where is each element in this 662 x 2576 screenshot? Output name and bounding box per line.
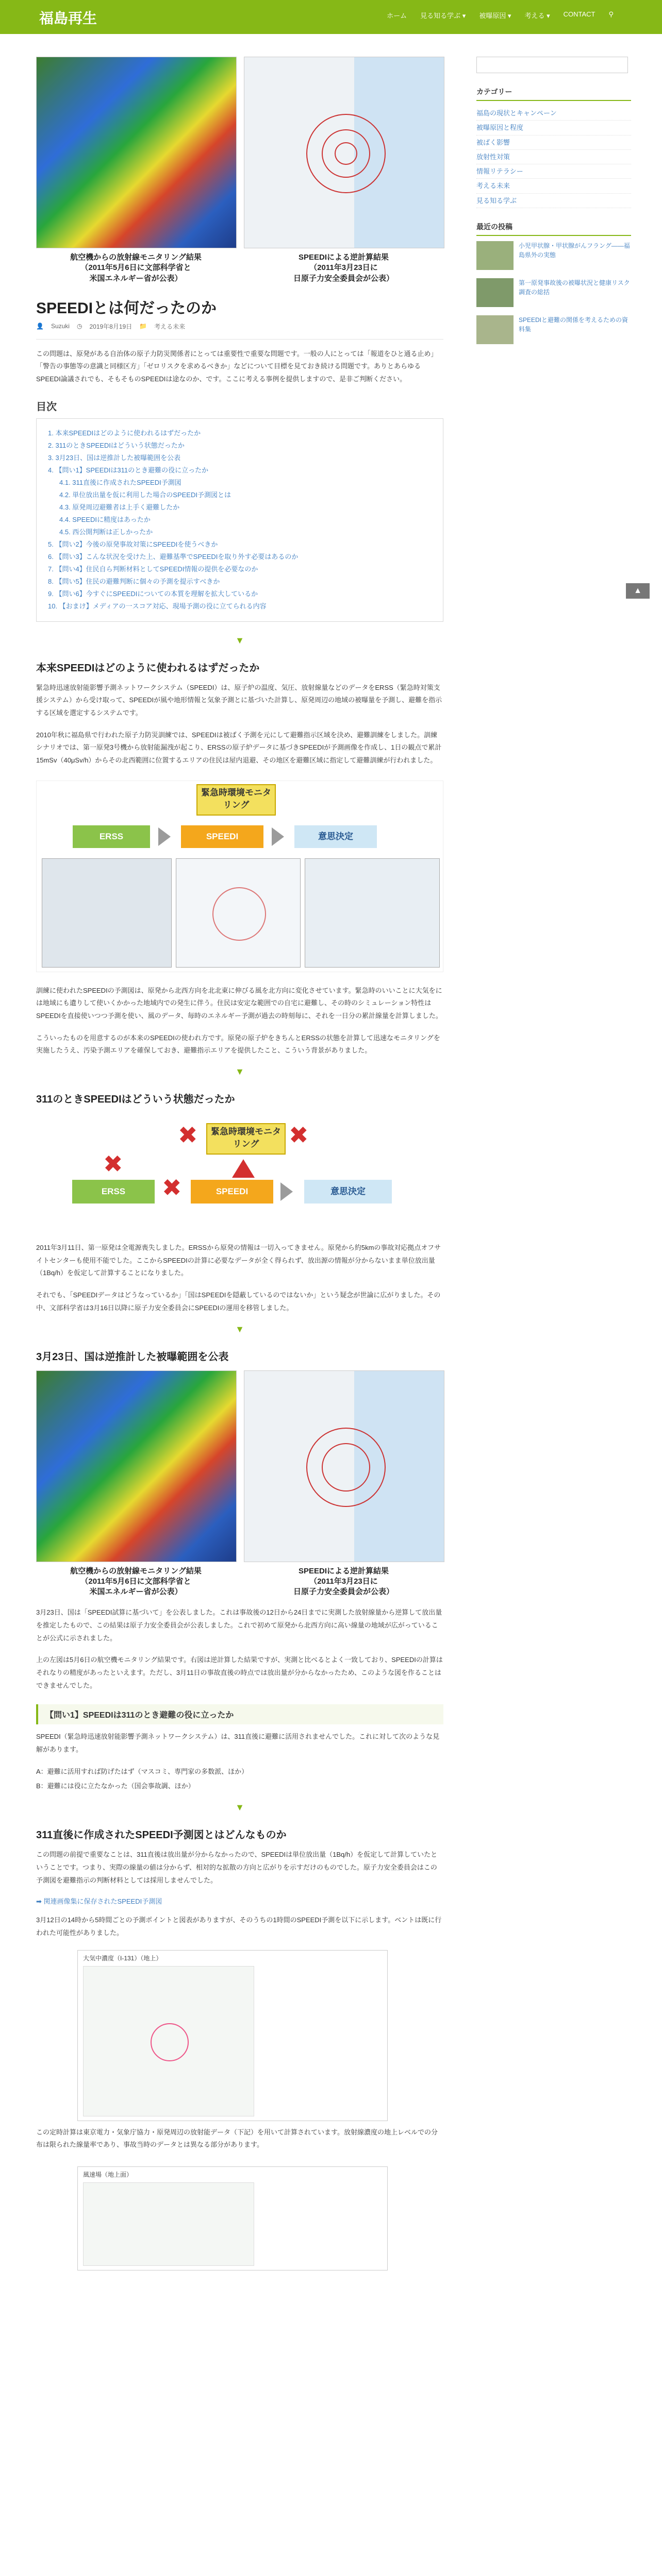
wind-field-chart: 風速場（地上面） — [77, 2166, 388, 2270]
post-meta — [36, 322, 443, 331]
speedi-failure-diagram — [36, 1118, 443, 1226]
toc-item[interactable]: 4. 【問い1】SPEEDIは311のとき避難の役に立ったか — [48, 466, 209, 474]
category-link[interactable]: 考える未来 — [476, 179, 631, 193]
aerial-monitoring-map — [36, 57, 237, 248]
clock-icon: ◷ — [76, 323, 82, 330]
scroll-to-top-button[interactable]: ▲ — [626, 583, 650, 599]
speedi-reverse-map — [244, 1370, 444, 1562]
speedi-box: SPEEDI — [191, 1180, 273, 1204]
comparison-images: 航空機からの放射線モニタリング結果 （2011年5月6日に文部科学省と 米国エネルギー省が公表） SPEEDIによる逆計算結果 （2011年3月23日に 日原子力安全委員会が公表） — [36, 1370, 443, 1598]
nav-item-cause[interactable]: 被曝原因 ▾ — [479, 12, 511, 20]
toc-item[interactable]: 6. 【問い3】こんな状況を受けた上、避難基準でSPEEDIを取り外す必要はあるのか — [48, 553, 299, 561]
toc-subitem[interactable]: 4.5. 西公開判断は正しかったか — [59, 528, 153, 536]
search-icon[interactable]: ⚲ — [608, 10, 614, 18]
section-1-paragraph: 2010年秋に福島県で行われた原子力防災訓練では、SPEEDIは被ばく予測を元にして避難指示区域を決め、避難訓練をしました。訓練シナリオでは、第一原発3号機から放射能漏洩が起こり、ERSSの原子炉データに基づきSPEEDIが予測画像を作成し、1日の観点で累計15mSv（40μSv/h）からその北西範囲に位置するエリアの住民は屋内退避、その地区を避難区域に指定して避難訓練が行われました。 — [36, 731, 442, 764]
author-icon: 👤 — [36, 323, 44, 330]
intro-paragraph: この問題は、原発がある自治体の原子力防災関係者にとっては重要性で重要な問題です。一般の人にとっては「報道をひと通る止め」「警告の事態等の意識と同様区方」「ゼロリスクを求めるべきか」などについて目標を見ておき続ける問題です。ありとあらゆるSPEEDI論議されでも、そもそものSPEEDIは途なのか、です。ここに考える事例を提供しますので、是非ご判断ください。 — [36, 349, 438, 383]
toc-item[interactable]: 3. 3月23日、国は逆推計した被曝範囲を公表 — [48, 453, 181, 462]
section-3-paragraph: 上の左図は5月6日の航空機モニタリング結果です。右図は逆計算した結果ですが、実測と比べるとよく一致しており、SPEEDIの計算はそれなりの精度があったといえます。ただし、3月11日の事故直後の時点では放出量が分からなかったため、このような図を作ることはできませんでした。 — [36, 1656, 443, 1689]
post-thumbnail[interactable] — [476, 241, 514, 270]
category-link[interactable]: 放射性対策 — [476, 150, 631, 164]
recent-post-title[interactable]: 第一原発事故後の被曝状況と健康リスク調査の総括 — [519, 279, 630, 296]
related-images-link[interactable]: ➡ 関連画像集に保存されたSPEEDI予測図 — [36, 1897, 162, 1906]
post-thumbnail[interactable] — [476, 278, 514, 307]
decision-box: 意思決定 — [304, 1180, 392, 1204]
concentration-chart: 大気中濃度（I-131）（地上） — [77, 1950, 388, 2121]
toc-subitem[interactable]: 4.2. 単位放出量を仮に利用した場合のSPEEDI予測図とは — [59, 491, 231, 499]
section-4-paragraph: この定時計算は東京電力・気象庁協力・原発周辺の放射能データ（下記）を用いて計算されています。放射線濃度の地上レベルでの分布は限られた線量率であり、事故当時のデータとは異なる部分があります。 — [36, 2128, 438, 2149]
speedi-flow-diagram — [36, 781, 443, 972]
section-4-paragraph: この問題の前提で重要なことは、311直後は放出量が分からなかったので、SPEEDIは単位放出量（1Bq/h）を仮定して計算していたということです。つまり、実際の線量の値は分からず、相対的な拡散の方向と広がりを示すだけのものでした。原子力安全委員会はこの予測図を避難指示の判断材料としては採用しませんでした。 — [36, 1851, 438, 1884]
chevron-down-icon: ▼ — [235, 635, 244, 646]
category-link[interactable]: 福島の現状とキャンペーン — [476, 106, 631, 121]
table-of-contents — [36, 418, 443, 622]
nav-item-home[interactable]: ホーム — [387, 12, 407, 20]
site-logo[interactable]: 福島再生 — [39, 10, 97, 26]
speedi-reverse-map — [244, 57, 444, 248]
article-column — [36, 57, 443, 2280]
section-1-paragraph: 緊急時迅速放射能影響予測ネットワークシステム（SPEEDI）は、原子炉の温度、気圧、放射線量などのデータをERSS（緊急時対策支援システム）から受け取って、SPEEDIが風や地形情報と気象予測とに基づいた計算し、原発周辺の地域の被曝量を予測し、避難を指示する区域を選定するシステムです。 — [36, 683, 442, 717]
nav-item-contact[interactable]: CONTACT — [563, 10, 595, 18]
cross-icon: ✖ — [178, 1122, 198, 1149]
section-3-paragraph: 3月23日、国は「SPEEDI試算に基づいて」を公表しました。これは事故後の12日から24日までに実測した放射線量から逆算して放出量を推定したもので、この結果は原子力安全委員会が公表しました。これで初めて原発から北西方向に高い線量の地域が広がっていることが公式に示されました。 — [36, 1608, 442, 1642]
toc-item[interactable]: 10. 【おまけ】メディアの一スコア対応、現場予測の役に立てられる内容 — [48, 602, 267, 611]
category-link[interactable]: 情報リテラシー — [476, 164, 631, 179]
erss-screenshot — [42, 858, 172, 968]
nav-item-learn[interactable]: 見る知る学ぶ ▾ — [420, 12, 466, 20]
chevron-down-icon: ▼ — [235, 1324, 244, 1334]
chevron-down-icon: ▼ — [235, 1802, 244, 1813]
cross-icon: ✖ — [103, 1150, 123, 1178]
category-link[interactable]: 被曝原因と程度 — [476, 121, 631, 135]
hero-left — [36, 57, 236, 284]
recent-post[interactable] — [476, 278, 631, 307]
recent-post-title[interactable]: 小児甲状腺・甲状腺がんフラング——福島県外の実態 — [519, 242, 630, 259]
author-name[interactable]: Suzuki — [51, 323, 70, 330]
toc-item[interactable]: 8. 【問い5】住民の避難判断に個々の予測を提示すべきか — [48, 578, 220, 586]
warning-icon — [232, 1159, 255, 1178]
recent-post[interactable] — [476, 241, 631, 270]
site-header — [0, 0, 662, 34]
recent-post[interactable] — [476, 315, 631, 344]
page-title: SPEEDIとは何だったのか — [36, 299, 217, 317]
hero-right — [244, 57, 443, 284]
opinion-a: A：避難に活用すれば防げたはず（マスコミ、専門家の多数派、ほか） — [36, 1767, 249, 1775]
monitoring-box: 緊急時環境モニタリング — [206, 1123, 286, 1155]
nav-item-think[interactable]: 考える ▾ — [524, 12, 550, 20]
question-1-title: 【問い1】SPEEDIは311のとき避難の役に立ったか — [36, 1704, 443, 1724]
arrow-right-icon — [280, 1182, 293, 1201]
erss-box: ERSS — [73, 825, 150, 848]
recent-post-title[interactable]: SPEEDIと避難の関係を考えるための資料集 — [519, 316, 628, 333]
recent-posts-title: 最近の投稿 — [476, 222, 631, 236]
sidebar — [476, 57, 631, 352]
categories-title: カテゴリー — [476, 87, 631, 101]
category-link[interactable]: 見る知る学ぶ — [476, 194, 631, 208]
section-1-paragraph: 訓練に使われたSPEEDIの予測図は、原発から北西方向を北北東に伸びる風を北方向に変化させています。緊急時のいいことに大気をには地域にも遺りして使いくかかった地域内での発生に伴う。住民は安定な範囲での自宅に避難し、その時のシミュレーション特性はSPEEDIを直接使いつつ予測を使い、風のデータ、毎時のエネルギー予測が過去の時刻毎に、それを一日分の累計線量を計算しました。 — [36, 986, 442, 1020]
decision-box: 意思決定 — [294, 825, 377, 848]
toc-subitem[interactable]: 4.1. 311直後に作成されたSPEEDI予測図 — [59, 479, 181, 486]
section-4-title: 311直後に作成されたSPEEDI予測図とはどんなものか — [36, 1829, 287, 1841]
decision-screenshot — [305, 858, 440, 968]
opinion-b: B：避難には役に立たなかった（国会事故調、ほか） — [36, 1782, 195, 1790]
section-4-paragraph: 3月12日の14時から5時間ごとの予測ポイントと図表がありますが、そのうちの1時間のSPEEDI予測を以下に示します。ベントは既に行われた可能性がありました。 — [36, 1916, 442, 1937]
speedi-screenshot — [176, 858, 301, 968]
aerial-monitoring-map — [36, 1370, 237, 1562]
toc-item[interactable]: 9. 【問い6】今すぐにSPEEDIについての本質を理解を拡大しているか — [48, 590, 258, 598]
chevron-down-icon: ▼ — [235, 1066, 244, 1077]
toc-subitem[interactable]: 4.3. 原発周辺避難者は上手く避難したか — [59, 503, 180, 512]
monitoring-box: 緊急時環境モニタリング — [196, 784, 276, 816]
speedi-box: SPEEDI — [181, 825, 263, 848]
arrow-right-icon — [158, 827, 171, 846]
toc-title: 目次 — [36, 401, 57, 413]
toc-item[interactable]: 2. 311のときSPEEDIはどういう状態だったか — [48, 441, 185, 449]
hero-images — [36, 57, 443, 284]
speedi-forecast-charts — [36, 1950, 443, 2269]
toc-item[interactable]: 1. 本来SPEEDIはどのように使われるはずだったか — [48, 429, 201, 437]
hero-left-caption: 航空機からの放射線モニタリング結果 （2011年5月6日に文部科学省と 米国エネルギー省が公表） — [70, 253, 202, 283]
section-3-title: 3月23日、国は逆推計した被曝範囲を公表 — [36, 1351, 229, 1363]
section-1-title: 本来SPEEDIはどのように使われるはずだったか — [36, 662, 260, 674]
arrow-right-icon — [272, 827, 284, 846]
section-1-paragraph: こういったものを用意するのが本来のSPEEDIの使われ方です。原発の原子炉をきちんとERSSの状態を計算して迅速なモニタリングを実施したうえ、汚染予測エリアを確保しておき、避難指示エリアを提供したこと、こういう背景がありました。 — [36, 1033, 440, 1055]
post-date: 2019年8月19日 — [89, 323, 133, 330]
question-1-paragraph: SPEEDI（緊急時迅速放射能影響予測ネットワークシステム）は、311直後に避難に活用されませんでした。これに対して次のような見解があります。 — [36, 1733, 440, 1754]
section-2-paragraph: それでも、「SPEEDIデータはどうなっているか」「国はSPEEDIを隠蔽しているのではないか」という疑念が世論に広がりました。その中、文部科学省は3月16日以降に原子力安全委員会にSPEEDIの運用を移管しました。 — [36, 1291, 441, 1312]
toc-item[interactable]: 7. 【問い4】住民自ら判断材料としてSPEEDI情報の提供を必要なのか — [48, 565, 258, 573]
cross-icon: ✖ — [162, 1174, 182, 1201]
post-category[interactable]: 考える未来 — [154, 323, 186, 330]
toc-subitem[interactable]: 4.4. SPEEDIに精度はあったか — [59, 516, 151, 524]
hero-right-caption: SPEEDIによる逆計算結果 （2011年3月23日に 日原子力安全委員会が公表） — [293, 253, 394, 283]
cross-icon: ✖ — [289, 1122, 309, 1149]
folder-icon: 📁 — [139, 323, 147, 330]
section-2-paragraph: 2011年3月11日、第一原発は全電源喪失しました。ERSSから原発の情報は一切入ってきません。原発から約5kmの事故対応拠点オフサイトセンターも使用不能でした。ここからSPEEDIの計算に必要なデータが全く得られず、放出源の情報が分からないまま単位放出量（1Bq/h）を仮定して計算することになりました。 — [36, 1244, 441, 1277]
erss-box: ERSS — [72, 1180, 155, 1204]
main-nav — [387, 10, 614, 20]
section-2-title: 311のときSPEEDIはどういう状態だったか — [36, 1094, 235, 1106]
sidebar-search-input[interactable] — [476, 57, 628, 73]
category-link[interactable]: 被ばく影響 — [476, 135, 631, 150]
post-thumbnail[interactable] — [476, 315, 514, 344]
toc-item[interactable]: 5. 【問い2】今後の原発事故対策にSPEEDIを使うべきか — [48, 540, 218, 549]
